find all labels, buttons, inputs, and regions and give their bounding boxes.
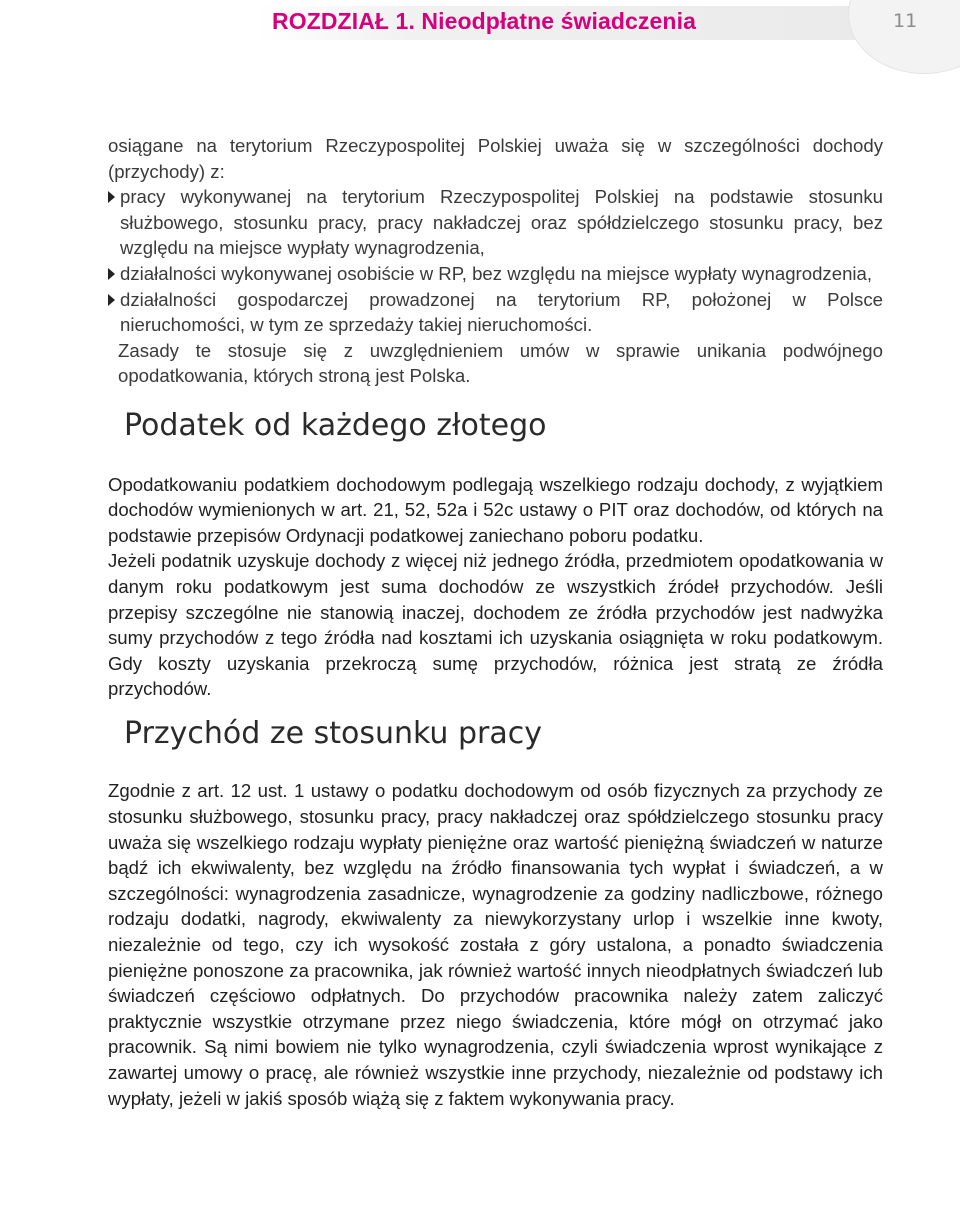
bullet-list bbox=[108, 184, 883, 338]
section-heading-podatek: Podatek od każdego złotego bbox=[124, 407, 547, 443]
intro-closing: Zasady te stosuje się z uwzględnieniem umów w sprawie unikania podwójnego opodatkowania, których stroną jest Polska. bbox=[118, 339, 883, 387]
page-header bbox=[0, 0, 960, 70]
section1-paragraph: Jeżeli podatnik uzyskuje dochody z więcej niż jednego źródła, przedmiotem opodatkowania w danym roku podatkowym jest suma dochodów ze wszystkich źródeł przychodów. Jeśli przepisy szczególne nie stanowią inaczej, dochodem ze źródła przychodów jest nadwyżka sumy przychodów z tego źródła nad kosztami ich uzyskania osiągnięta w roku podatkowym. Gdy koszty uzyskania przekroczą sumę przychodów, różnica jest stratą ze źródła przychodów. bbox=[108, 550, 883, 700]
section2-paragraph: Zgodnie z art. 12 ust. 1 ustawy o podatku dochodowym od osób fizycznych za przychody ze stosunku służbowego, stosunku pracy, pracy nakładczej oraz spółdzielczego stosunku pracy uważa się wszelkiego rodzaju wypłaty pieniężne oraz wartość pieniężną świadczeń w naturze bądź ich ekwiwalenty, bez względu na źródło finansowania tych wypłat i świadczeń, a w szczególności: wynagrodzenia zasadnicze, wynagrodzenie za godziny nadliczbowe, różnego rodzaju dodatki, nagrody, ekwiwalenty za niewykorzystany urlop i wszelkie inne kwoty, niezależnie od tego, czy ich wysokość została z góry ustalona, a ponadto świadczenia pieniężne ponoszone za pracownika, jak również wartość innych nieodpłatnych świadczeń lub świadczeń częściowo odpłatnych. Do przychodów pracownika należy zatem zaliczyć praktycznie wszystkie otrzymane przez niego świadczenia, które mógł on otrzymać jako pracownik. Są nimi bowiem nie tylko wynagrodzenia, czyli świadczenia wprost wynikające z zawartej umowy o pracę, ale również wszystkie inne przychody, niezależnie od podstawy ich wypłaty, jeżeli w jakiś sposób wiążą się z faktem wykonywania pracy. bbox=[108, 780, 883, 1109]
chapter-title: ROZDZIAŁ 1. Nieodpłatne świadczenia bbox=[272, 8, 696, 34]
list-item-text: pracy wykonywanej na terytorium Rzeczypospolitej Polskiej na podstawie stosunku służbowego, stosunku pracy, pracy nakładczej oraz spółdzielczego stosunku pracy, bez względu na miejsce wypłaty wynagrodzenia, bbox=[120, 186, 883, 259]
list-item bbox=[108, 261, 883, 287]
intro-lead: osiągane na terytorium Rzeczypospolitej Polskiej uważa się w szczególności dochody (przychody) z: bbox=[108, 135, 883, 182]
list-item bbox=[108, 184, 883, 261]
bullet-icon bbox=[108, 191, 115, 203]
list-item bbox=[108, 287, 883, 338]
bullet-icon bbox=[108, 294, 115, 306]
list-item-text: działalności wykonywanej osobiście w RP, bez względu na miejsce wypłaty wynagrodzenia, bbox=[120, 262, 873, 284]
page-number: 11 bbox=[893, 10, 918, 32]
list-item-text: działalności gospodarczej prowadzonej na terytorium RP, położonej w Polsce nieruchomości, w tym ze sprzedaży takiej nieruchomości. bbox=[120, 288, 883, 336]
section1-paragraph: Opodatkowaniu podatkiem dochodowym podlegają wszelkiego rodzaju dochody, z wyjątkiem dochodów wymienionych w art. 21, 52, 52a i 52c ustawy o PIT oraz dochodów, od których na podstawie przepisów Ordynacji podatkowej zaniechano poboru podatku. bbox=[108, 473, 883, 546]
section-heading-przychod: Przychód ze stosunku pracy bbox=[124, 715, 542, 751]
page-content bbox=[108, 133, 883, 1111]
bullet-icon bbox=[108, 268, 115, 280]
